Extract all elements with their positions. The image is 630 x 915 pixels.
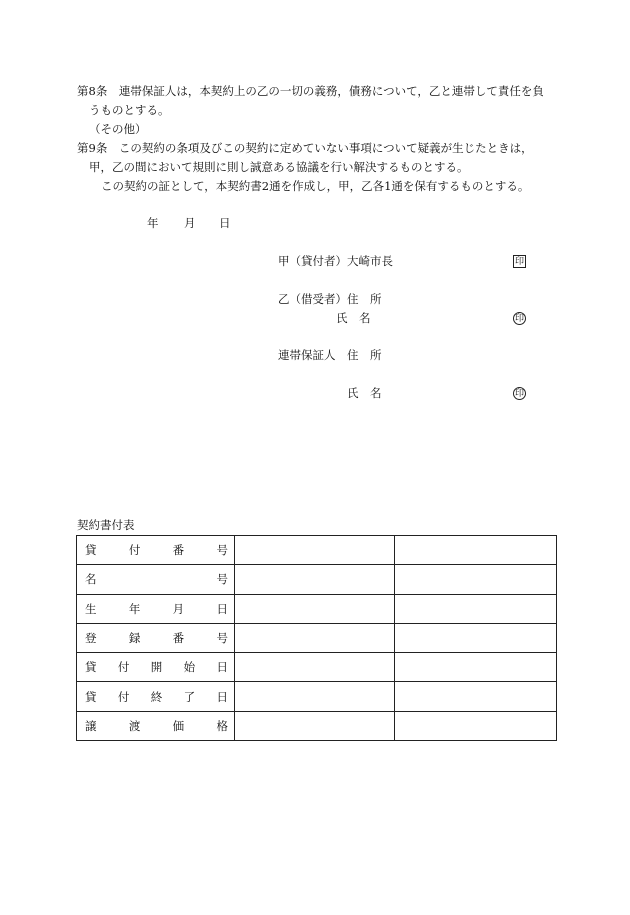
label-char: 格	[216, 718, 228, 733]
label-char: 年	[128, 601, 141, 616]
value-cell	[395, 653, 557, 682]
closing-statement: この契約の証として，本契約書2通を作成し，甲，乙各1通を保有するものとする。	[101, 179, 530, 193]
value-cell	[395, 565, 557, 594]
borrower-name-label: 氏 名	[336, 311, 371, 325]
value-cell	[395, 682, 557, 711]
value-cell	[235, 623, 395, 652]
row-label	[77, 536, 235, 565]
article-8-line-1: 第8条 連帯保証人は，本契約上の乙の一切の義務，債務について，乙と連帯して責任を負	[77, 84, 544, 98]
guarantor-name-label: 氏 名	[347, 386, 382, 400]
label-char: 号	[216, 572, 228, 587]
label-char: 貸	[85, 660, 97, 675]
table-row	[77, 682, 557, 711]
date-day: 日	[219, 216, 231, 230]
table-row	[77, 711, 557, 740]
label-char: 終	[150, 689, 163, 704]
date-year: 年	[147, 216, 159, 230]
label-char: 登	[85, 631, 97, 646]
value-cell	[395, 623, 557, 652]
label-char: 開	[150, 660, 163, 675]
label-char: 月	[172, 601, 185, 616]
value-cell	[395, 536, 557, 565]
date-month: 月	[184, 216, 196, 230]
value-cell	[235, 682, 395, 711]
table-row	[77, 565, 557, 594]
label-char: 価	[172, 718, 185, 733]
value-cell	[395, 711, 557, 740]
row-label	[77, 653, 235, 682]
attachment-title: 契約書付表	[77, 518, 135, 532]
table-row	[77, 623, 557, 652]
seal-round-icon: 印	[514, 314, 524, 324]
other-heading: （その他）	[89, 122, 147, 136]
label-char: 始	[183, 660, 196, 675]
label-char: 号	[216, 543, 228, 558]
row-label	[77, 623, 235, 652]
table-row	[77, 594, 557, 623]
article-8-line-2: うものとする。	[89, 103, 170, 117]
label-char: 日	[216, 689, 228, 704]
label-char: 名	[85, 572, 97, 587]
article-9-line-1: 第9条 この契約の条項及びこの契約に定めていない事項について疑義が生じたときは，	[77, 141, 533, 155]
borrower-address-label: 乙（借受者）住 所	[278, 292, 382, 306]
row-label	[77, 565, 235, 594]
value-cell	[235, 565, 395, 594]
label-char: 番	[172, 543, 185, 558]
label-char: 付	[117, 660, 130, 675]
attachment-table	[76, 535, 557, 741]
label-char: 付	[117, 689, 130, 704]
lender-label: 甲（貸付者）大崎市長	[278, 254, 393, 268]
row-label	[77, 594, 235, 623]
label-char: 付	[128, 543, 141, 558]
value-cell	[235, 653, 395, 682]
row-label	[77, 711, 235, 740]
seal-square-icon: 印	[514, 257, 524, 267]
label-char: 号	[216, 631, 228, 646]
value-cell	[395, 594, 557, 623]
article-9-line-2: 甲，乙の間において規則に則し誠意ある協議を行い解決するものとする。	[89, 160, 469, 174]
guarantor-address-label: 連帯保証人 住 所	[278, 348, 382, 362]
label-char: 了	[183, 689, 196, 704]
table-row	[77, 653, 557, 682]
seal-round-icon: 印	[514, 389, 524, 399]
value-cell	[235, 536, 395, 565]
label-char: 渡	[128, 718, 141, 733]
value-cell	[235, 711, 395, 740]
label-char: 貸	[85, 689, 97, 704]
label-char: 生	[85, 601, 97, 616]
label-char: 譲	[85, 718, 97, 733]
label-char: 録	[128, 631, 141, 646]
label-char: 貸	[85, 543, 97, 558]
label-char: 日	[216, 660, 228, 675]
label-char: 番	[172, 631, 185, 646]
value-cell	[235, 594, 395, 623]
row-label	[77, 682, 235, 711]
label-char: 日	[216, 601, 228, 616]
table-row	[77, 536, 557, 565]
